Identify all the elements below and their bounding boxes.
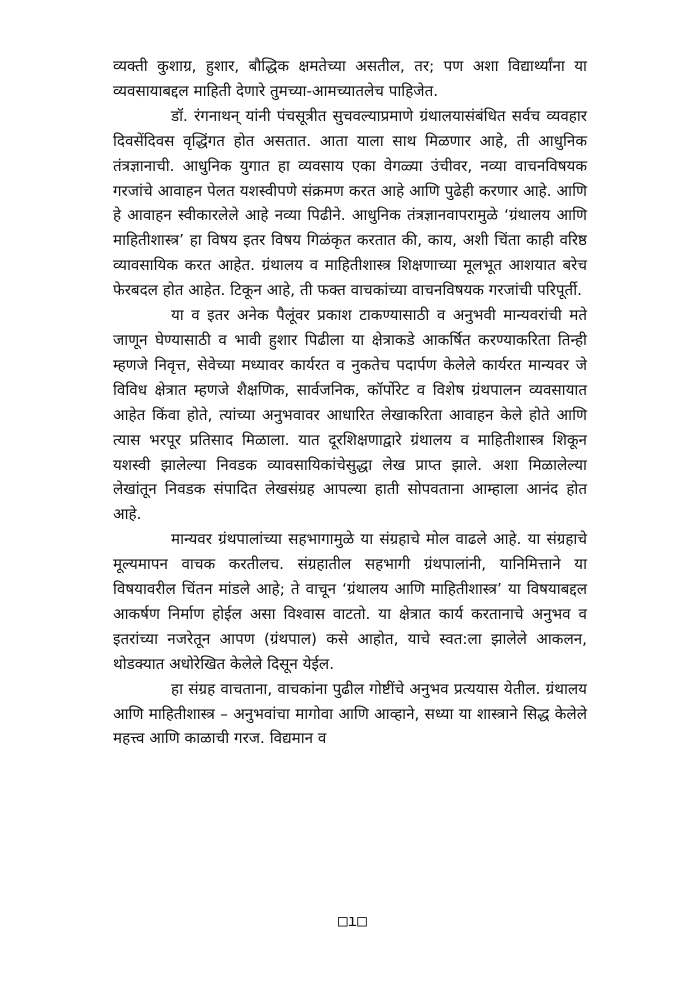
paragraph-2: डॉ. रंगनाथन् यांनी पंचसूत्रीत सुचवल्याप्रमाणे ग्रंथालयासंबंधित सर्वच व्यवहार दिवसेंदिवस वृद्धिंगत होत असतात. आता याला साथ मिळणार आहे, ती आधुनिक तंत्रज्ञानाची. आधुनिक युगात हा व्यवसाय एका वेगळ्या उंचीवर, नव्या वाचनविषयक गरजांचे आवाहन पेलत यशस्वीपणे संक्रमण करत आहे आणि पुढेही करणार आहे. आणि हे आवाहन स्वीकारलेले आहे नव्या पिढीने. आधुनिक तंत्रज्ञानवापरामुळे ‘ग्रंथालय आणि माहितीशास्त्र’ हा विषय इतर विषय गिळंकृत करतात की, काय, अशी चिंता काही वरिष्ठ व्यावसायिक करत आहेत. ग्रंथालय व माहितीशास्त्र शिक्षणाच्या मूलभूत आशयात बरेच फेरबदल होत आहेत. टिकून आहे, ती फक्त वाचकांच्या वाचनविषयक गरजांची परिपूर्ती. — [113, 106, 587, 300]
paragraph-4: मान्यवर ग्रंथपालांच्या सहभागामुळे या संग्रहाचे मोल वाढले आहे. या संग्रहाचे मूल्यमापन वाचक करतीलच. संग्रहातील सहभागी ग्रंथपालांनी, यानिमित्ताने या विषयावरील चिंतन मांडले आहे; ते वाचून ‘ग्रंथालय आणि माहितीशास्त्र’ या विषयाबद्दल आकर्षण निर्माण होईल असा विश्वास वाटतो. या क्षेत्रात कार्य करतानाचे अनुभव व इतरांच्या नजरेतून आपण (ग्रंथपाल) कसे आहोत, याचे स्वत:ला झालेले आकलन, थोडक्यात अधोरेखित केलेले दिसून येईल. — [113, 530, 587, 673]
paragraph-3: या व इतर अनेक पैलूंवर प्रकाश टाकण्यासाठी व अनुभवी मान्यवरांची मते जाणून घेण्यासाठी व भावी हुशार पिढीला या क्षेत्राकडे आकर्षित करण्याकरिता तिन्ही म्हणजे निवृत्त, सेवेच्या मध्यावर कार्यरत व नुकतेच पदार्पण केलेले कार्यरत मान्यवर जे विविध क्षेत्रात म्हणजे शैक्षणिक, सार्वजनिक, कॉर्पोरेट व विशेष ग्रंथपालन व्यवसायात आहेत किंवा होते, त्यांच्या अनुभवावर आधारित लेखाकरिता आवाहन केले होते आणि त्यास भरपूर प्रतिसाद मिळाला. यात दूरशिक्षणाद्वारे ग्रंथालय व माहितीशास्त्र शिकून यशस्वी झालेल्या निवडक व्यावसायिकांचेसुद्धा लेख प्राप्त झाले. अशा मिळालेल्या लेखांतून निवडक संपादित लेखसंग्रह आपल्या हाती सोपवताना आम्हाला आनंद होत आहे. — [113, 306, 587, 524]
paragraph-1: व्यक्ती कुशाग्र, हुशार, बौद्धिक क्षमतेच्या असतील, तर; पण अशा विद्यार्थ्यांना या व्यवसायाबद्दल माहिती देणारे तुमच्या-आमच्यातलेच पाहिजेत. — [113, 57, 587, 100]
page-number: □ı□ — [338, 911, 367, 930]
body-text — [113, 54, 587, 751]
paragraph-5: हा संग्रह वाचताना, वाचकांना पुढील गोष्टींचे अनुभव प्रत्ययास येतील. ग्रंथालय आणि माहितीशास्त्र – अनुभवांचा मागोवा आणि आव्हाने, सध्या या शास्त्राने सिद्ध केलेले महत्त्व आणि काळाची गरज. विद्यमान व — [113, 679, 587, 748]
